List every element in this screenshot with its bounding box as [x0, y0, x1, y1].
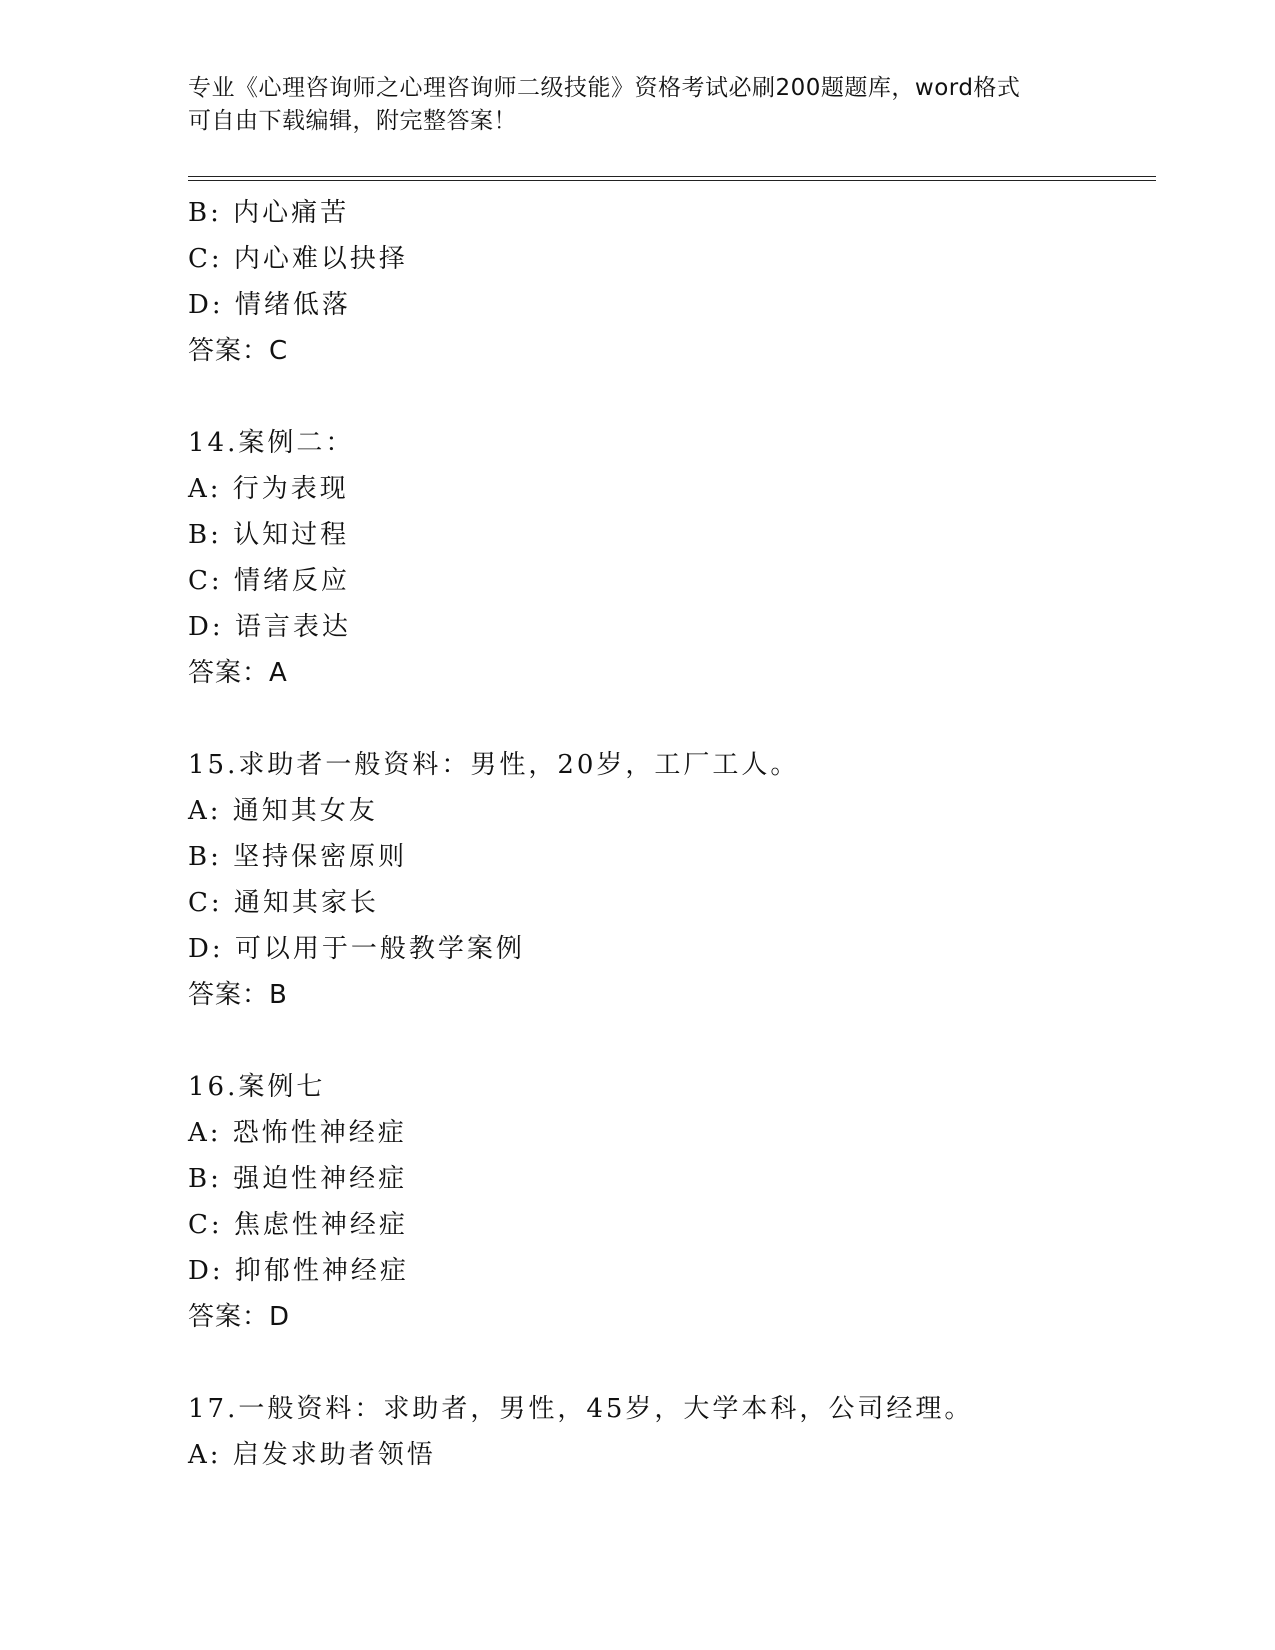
- question-list: [188, 190, 1168, 1478]
- option-b: B: 坚持保密原则: [188, 842, 408, 872]
- option-a: A: 通知其女友: [188, 796, 378, 826]
- option-a: A: 启发求助者领悟: [188, 1440, 436, 1470]
- header-divider: [188, 176, 1156, 181]
- document-header: [188, 72, 1068, 138]
- question-15-block: [188, 742, 1168, 1018]
- option-d: D: 语言表达: [188, 612, 351, 642]
- answer-line: 答案：C: [188, 336, 289, 366]
- header-line-2: 可自由下载编辑，附完整答案！: [188, 108, 517, 134]
- option-c: C: 情绪反应: [188, 566, 350, 596]
- option-c: C: 内心难以抉择: [188, 244, 408, 274]
- question-15-title: 15.求助者一般资料：男性，20岁，工厂工人。: [188, 750, 800, 780]
- option-b: B: 强迫性神经症: [188, 1164, 408, 1194]
- option-c: C: 通知其家长: [188, 888, 379, 918]
- answer-line: 答案：A: [188, 658, 288, 688]
- option-a: A: 恐怖性神经症: [188, 1118, 407, 1148]
- question-17-title: 17.一般资料：求助者，男性，45岁，大学本科，公司经理。: [188, 1394, 974, 1424]
- option-d: D: 可以用于一般教学案例: [188, 934, 525, 964]
- question-14-title: 14.案例二：: [188, 428, 355, 458]
- question-14-block: [188, 420, 1168, 696]
- answer-line: 答案：D: [188, 1302, 291, 1332]
- option-a: A: 行为表现: [188, 474, 349, 504]
- option-b: B: 内心痛苦: [188, 198, 350, 228]
- question-16-block: [188, 1064, 1168, 1340]
- header-line-1: 专业《心理咨询师之心理咨询师二级技能》资格考试必刷200题题库，word格式: [188, 75, 1021, 101]
- previous-question-block: [188, 190, 1168, 374]
- option-d: D: 情绪低落: [188, 290, 351, 320]
- option-d: D: 抑郁性神经症: [188, 1256, 409, 1286]
- question-17-block: [188, 1386, 1168, 1478]
- question-16-title: 16.案例七: [188, 1072, 326, 1102]
- option-b: B: 认知过程: [188, 520, 350, 550]
- option-c: C: 焦虑性神经症: [188, 1210, 408, 1240]
- answer-line: 答案：B: [188, 980, 288, 1010]
